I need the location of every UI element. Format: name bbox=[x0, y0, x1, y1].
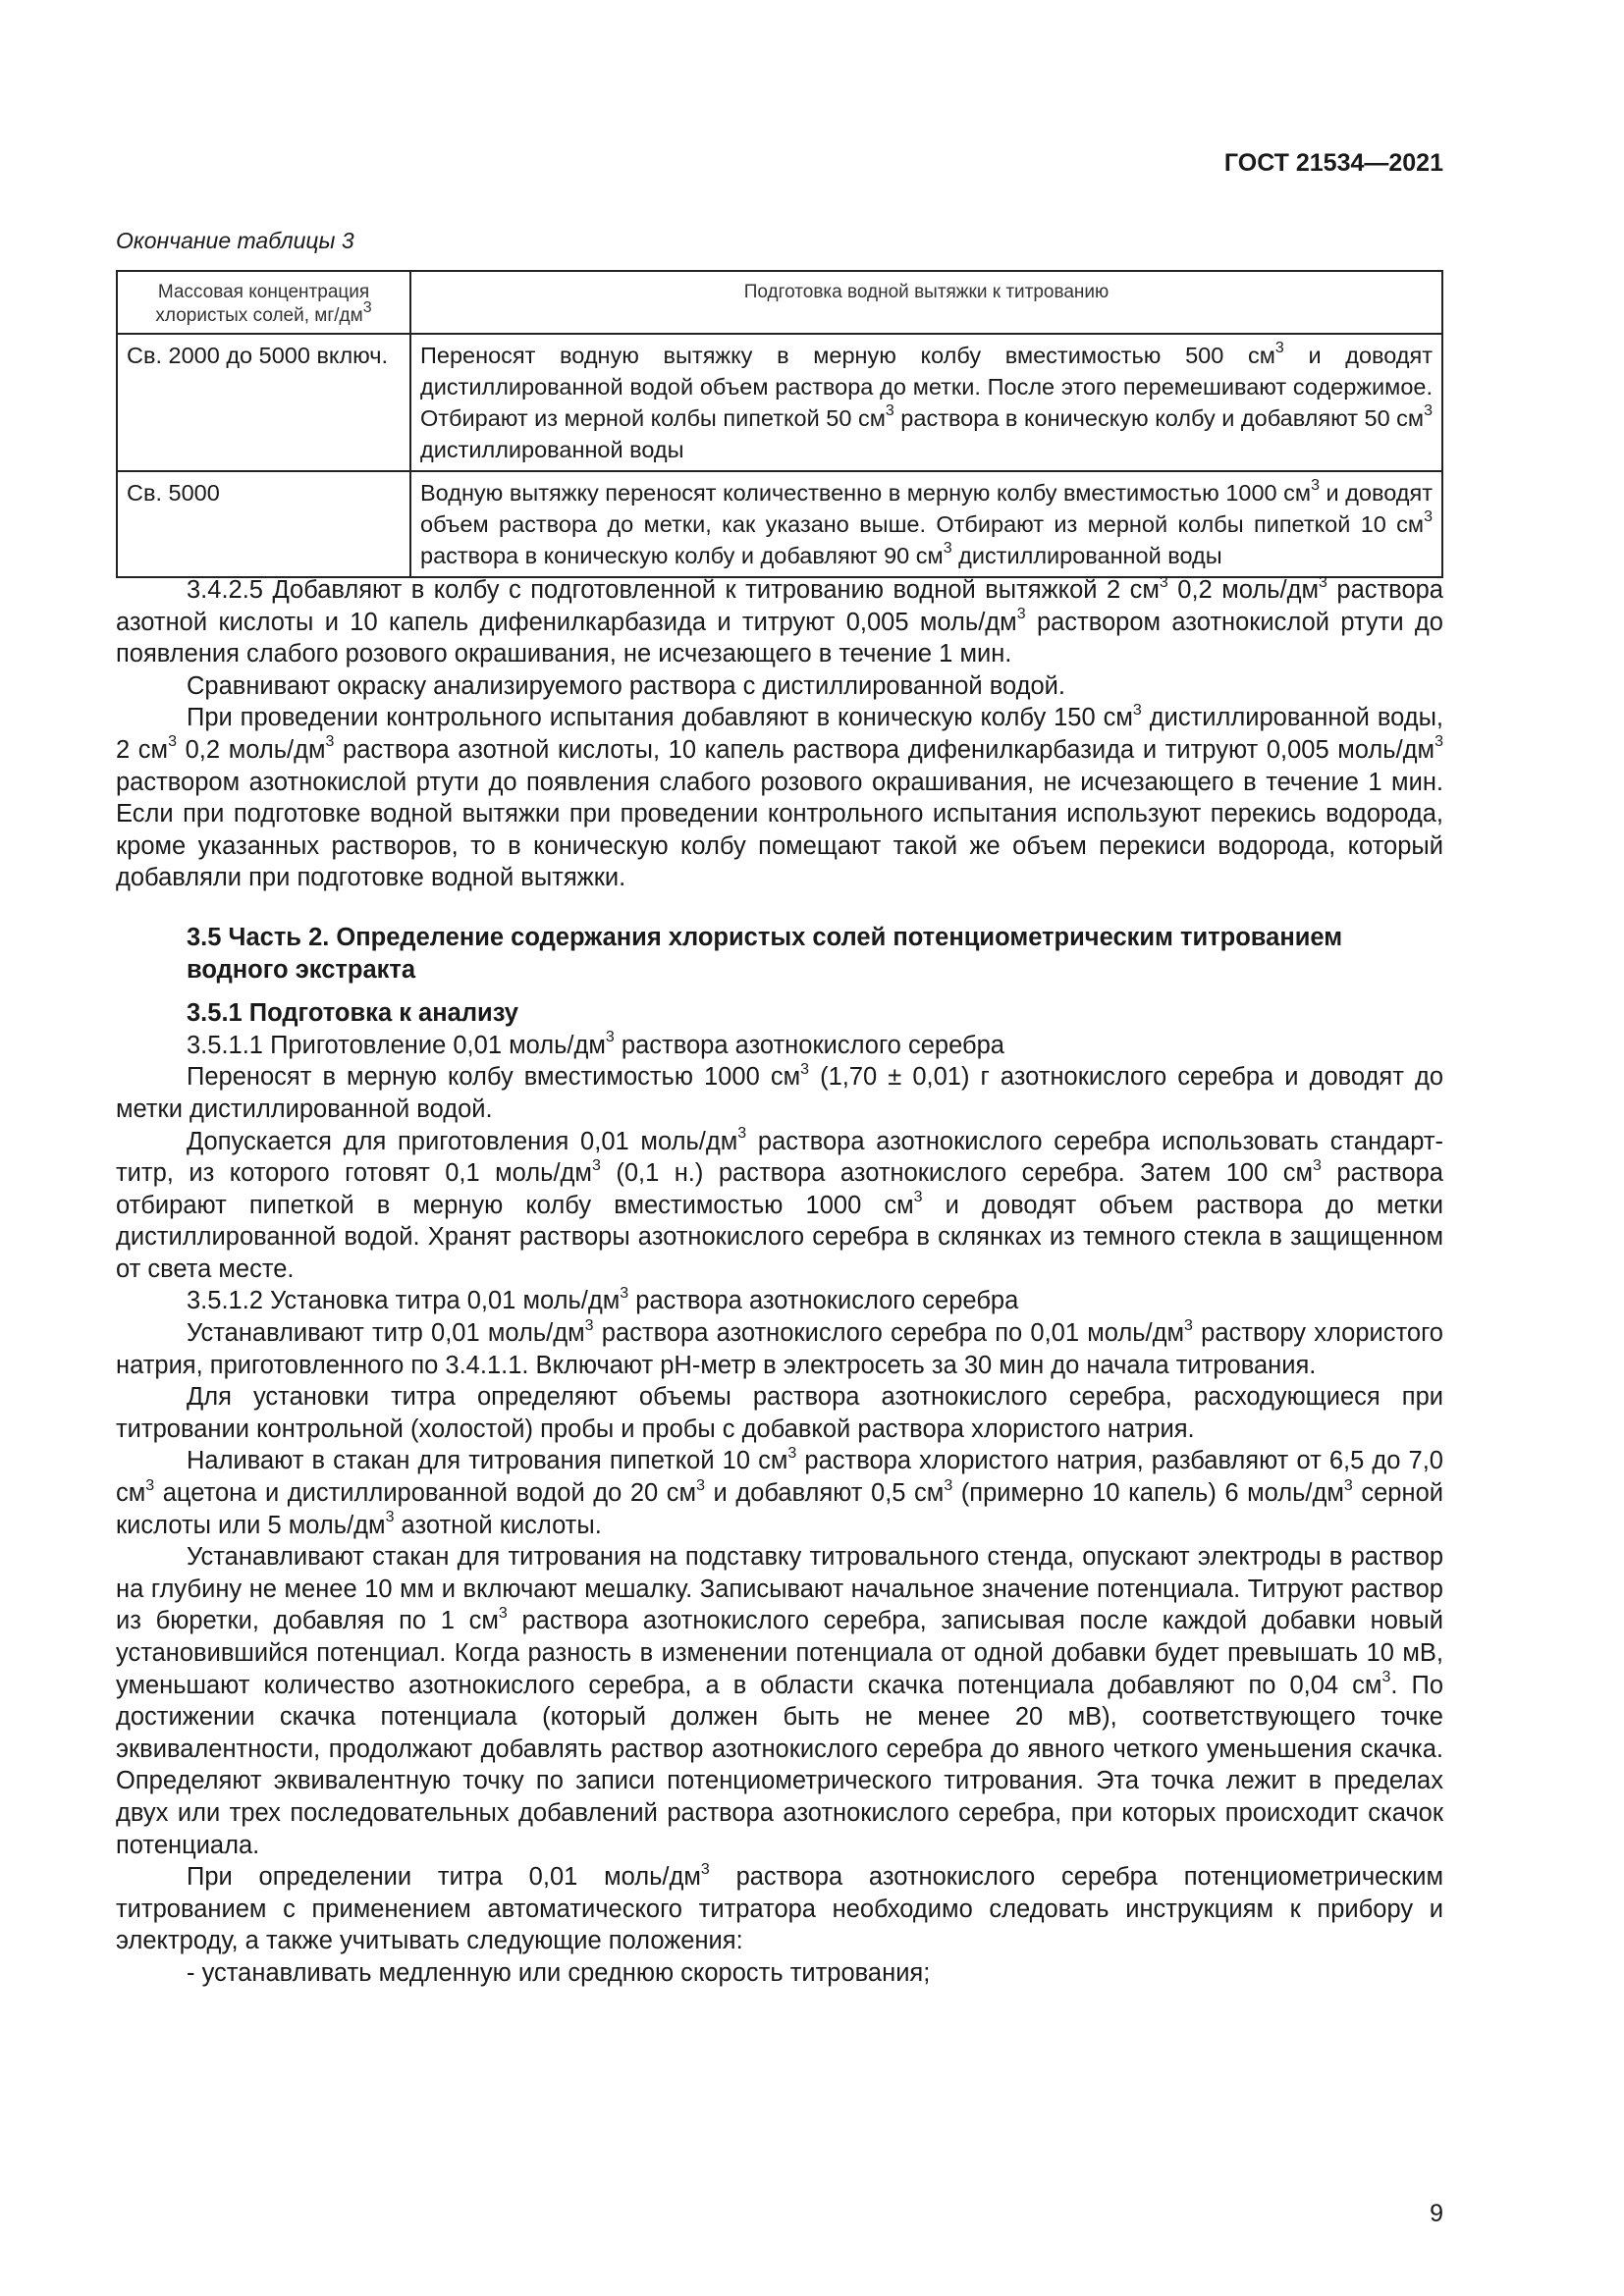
paragraph-3-4-2-5: 3.4.2.5 Добавляют в колбу с подготовленной к титрованию водной вытяжкой 2 $см^3$ 0,2 моль/$дм^3$ раствора азотной кислоты и 10 капель дифенилкарбазида и титруют 0,005 моль/$дм^3$ раствором азотнокислой ртути до появления слабого розового окрашивания, не исчезающего в течение 1 мин. bbox=[116, 573, 1443, 668]
table-header-row bbox=[117, 271, 1442, 334]
paragraph: Переносят в мерную колбу вместимостью 1000 $см^3$ (1,70 ± 0,01) г азотнокислого серебра и доводят до метки дистиллированной водой. bbox=[116, 1060, 1444, 1123]
table-header-concentration: Массовая концентрация хлористых солей, $мг/дм^3$ bbox=[117, 271, 410, 334]
page-number: 9 bbox=[1430, 2200, 1443, 2227]
table-cell-text: Водную вытяжку переносят количественно в мерную колбу вместимостью 1000 $см^3$ и доводят объем раствора до метки, как указано выше. Отбирают из мерной колбы пипеткой 10 $см^3$ раствора в коническую колбу и добавляют 90 $см^3$ дистиллированной воды bbox=[410, 471, 1442, 577]
table-cell-range: Св. 2000 до 5000 включ. bbox=[117, 334, 410, 471]
paragraph: Допускается для приготовления 0,01 моль/$дм^3$ раствора азотнокислого серебра использовать стандарт-титр, из которого готовят 0,1 моль/$дм^3$ (0,1 н.) раствора азотнокислого серебра. Затем 100 $см^3$ раствора отбирают пипеткой в мерную колбу вместимостью 1000 $см^3$ и доводят объем раствора до метки дистиллированной водой. Хранят растворы азотнокислого серебра в склянках из темного стекла в защищенном от света месте. bbox=[116, 1125, 1443, 1283]
table-row bbox=[117, 334, 1442, 471]
standard-header: ГОСТ 21534—2021 bbox=[1223, 149, 1443, 177]
table-3-continuation bbox=[116, 270, 1443, 578]
table-cell-range: Св. 5000 bbox=[117, 471, 410, 577]
paragraph-3-5-1-2: 3.5.1.2 Установка титра 0,01 моль/$дм^3$ раствора азотнокислого серебра bbox=[187, 1284, 1019, 1315]
subsection-heading-3-5-1: 3.5.1 Подготовка к анализу bbox=[187, 999, 518, 1028]
table-header-preparation: Подготовка водной вытяжки к титрованию bbox=[410, 271, 1442, 334]
paragraph: Сравнивают окраску анализируемого раствора с дистиллированной водой. bbox=[187, 671, 1065, 700]
list-item: - устанавливать медленную или среднюю скорость титрования; bbox=[187, 1958, 931, 1987]
paragraph: Наливают в стакан для титрования пипеткой 10 $см^3$ раствора хлористого натрия, разбавляют от 6,5 до 7,0 $см^3$ ацетона и дистиллированной водой до 20 $см^3$ и добавляют 0,5 $см^3$ (примерно 10 капель) 6 моль/$дм^3$ серной кислоты или 5 моль/$дм^3$ азотной кислоты. bbox=[116, 1444, 1444, 1539]
section-heading-3-5: 3.5 Часть 2. Определение содержания хлористых солей потенциометрическим титрованием водного экстракта bbox=[187, 923, 1343, 984]
body-text bbox=[116, 574, 1443, 1990]
paragraph: При определении титра 0,01 моль/$дм^3$ раствора азотнокислого серебра потенциометрическим титрованием с применением автоматического титратора необходимо следовать инструкциям к прибору и электроду, а также учитывать следующие положения: bbox=[116, 1860, 1443, 1955]
paragraph: Для установки титра определяют объемы раствора азотнокислого серебра, расходующиеся при титровании контрольной (холостой) пробы и пробы с добавкой раствора хлористого натрия. bbox=[116, 1383, 1443, 1443]
table-row bbox=[117, 471, 1442, 577]
paragraph: Устанавливают стакан для титрования на подставку титровального стенда, опускают электроды в раствор на глубину не менее 10 мм и включают мешалку. Записывают начальное значение потенциала. Титруют раствор из бюретки, добавляя по 1 $см^3$ раствора азотнокислого серебра, записывая после каждой добавки новый установившийся потенциал. Когда разность в изменении потенциала от одной добавки будет превышать 10 мВ, уменьшают количество азотнокислого серебра, а в области скачка потенциала добавляют по 0,04 $см^3$. По достижении скачка потенциала (который должен быть не менее 20 мВ), соответствующего точке эквивалентности, продолжают добавлять раствор азотнокислого серебра до явного четкого уменьшения скачка. Определяют эквивалентную точку по записи потенциометрического титрования. Эта точка лежит в пределах двух или трех последовательных добавлений раствора азотнокислого серебра, при которых происходит скачок потенциала. bbox=[116, 1543, 1443, 1859]
paragraph: При проведении контрольного испытания добавляют в коническую колбу 150 $см^3$ дистиллированной воды, 2 $см^3$ 0,2 моль/$дм^3$ раствора азотной кислоты, 10 капель раствора дифенилкарбазида и титруют 0,005 моль/$дм^3$ раствором азотнокислой ртути до появления слабого розового окрашивания, не исчезающего в течение 1 мин. Если при подготовке водной вытяжки при проведении контрольного испытания используют перекись водорода, кроме указанных растворов, то в коническую колбу помещают такой же объем перекиси водорода, который добавляли при подготовке водной вытяжки. bbox=[116, 701, 1443, 892]
paragraph: Устанавливают титр 0,01 моль/$дм^3$ раствора азотнокислого серебра по 0,01 моль/$дм^3$ раствору хлористого натрия, приготовленного по 3.4.1.1. Включают рН-метр в электросеть за 30 мин до начала титрования. bbox=[116, 1316, 1443, 1379]
table-caption: Окончание таблицы 3 bbox=[116, 228, 354, 253]
paragraph-3-5-1-1: 3.5.1.1 Приготовление 0,01 моль/$дм^3$ раствора азотнокислого серебра bbox=[187, 1029, 1004, 1059]
table-cell-text: Переносят водную вытяжку в мерную колбу вместимостью 500 $см^3$ и доводят дистиллированной водой объем раствора до метки. После этого перемешивают содержимое. Отбирают из мерной колбы пипеткой 50 $см^3$ раствора в коническую колбу и добавляют 50 $см^3$ дистиллированной воды bbox=[410, 334, 1442, 471]
